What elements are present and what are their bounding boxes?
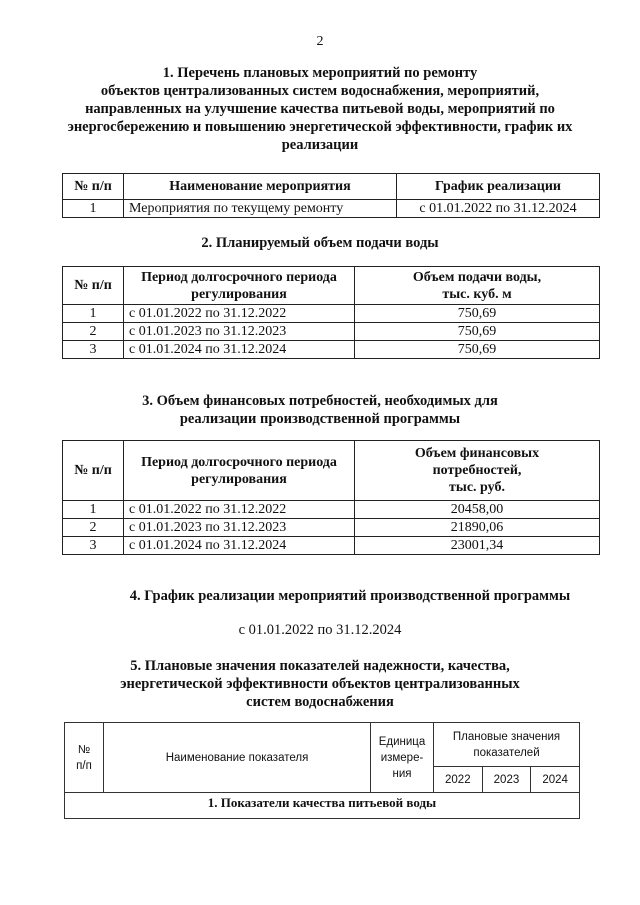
section4-title: 4. График реализации мероприятий производственной программы <box>129 588 571 604</box>
header-line: тыс. куб. м <box>442 286 512 302</box>
cell-num: 1 <box>63 501 124 519</box>
header-line: Плановые значения <box>452 730 561 743</box>
header-line: п/п <box>76 759 92 772</box>
col-header-year-2024: 2024 <box>531 767 580 793</box>
table-row <box>63 341 600 359</box>
section5-title-line: 5. Плановые значения показателей надежности, качества, <box>130 658 510 674</box>
subsection-title: 1. Показатели качества питьевой воды <box>65 793 580 819</box>
header-line: тыс. руб. <box>449 480 505 495</box>
cell-num: 2 <box>63 519 124 537</box>
section5-table <box>64 722 580 819</box>
page-number: 2 <box>316 34 324 49</box>
cell-volume: 750,69 <box>355 341 600 359</box>
col-header-name: Наименование мероприятия <box>124 174 397 200</box>
section2-title: 2. Планируемый объем подачи воды <box>201 235 439 251</box>
cell-finance: 23001,34 <box>355 537 600 555</box>
header-line: № <box>77 743 91 756</box>
section1-title <box>40 64 600 154</box>
col-header-planned <box>434 723 580 767</box>
section1-title-line: реализации <box>281 137 359 153</box>
table-row <box>63 519 600 537</box>
section1-title-line: 1. Перечень плановых мероприятий по ремонту <box>162 65 478 81</box>
header-line: регулирования <box>191 286 287 302</box>
cell-volume: 750,69 <box>355 305 600 323</box>
header-line: регулирования <box>191 471 287 487</box>
cell-volume: 750,69 <box>355 323 600 341</box>
col-header-num: № п/п <box>63 174 124 200</box>
section1-table <box>62 173 600 218</box>
col-header-num: № п/п <box>63 267 124 305</box>
col-header-indicator: Наименование показателя <box>104 723 371 793</box>
cell-period: с 01.01.2022 по 31.12.2022 <box>124 501 355 519</box>
col-header-year-2022: 2022 <box>434 767 483 793</box>
cell-num: 3 <box>63 537 124 555</box>
table-row <box>63 323 600 341</box>
table-row <box>63 305 600 323</box>
header-line: Единица <box>378 735 426 748</box>
cell-schedule: с 01.01.2022 по 31.12.2024 <box>397 200 600 218</box>
col-header-period <box>124 267 355 305</box>
cell-num: 3 <box>63 341 124 359</box>
section1-title-line: энергосбережению и повышению энергетической эффективности, график их <box>67 119 573 135</box>
header-line: Объем финансовых <box>414 446 540 461</box>
header-line: ния <box>392 767 412 780</box>
section1-title-line: объектов централизованных систем водоснабжения, мероприятий, <box>100 83 540 99</box>
cell-period: с 01.01.2024 по 31.12.2024 <box>124 341 355 359</box>
table-row <box>63 200 600 218</box>
col-header-schedule: График реализации <box>397 174 600 200</box>
header-line: Объем подачи воды, <box>412 269 542 285</box>
cell-finance: 20458,00 <box>355 501 600 519</box>
cell-finance: 21890,06 <box>355 519 600 537</box>
section5-title-line: энергетической эффективности объектов централизованных <box>120 676 520 692</box>
cell-name: Мероприятия по текущему ремонту <box>124 200 397 218</box>
table-row <box>63 501 600 519</box>
col-header-finance <box>355 441 600 501</box>
col-header-num: № п/п <box>63 441 124 501</box>
header-line: измере- <box>380 751 424 764</box>
header-line: показателей <box>473 746 540 759</box>
section4-period: с 01.01.2022 по 31.12.2024 <box>238 622 402 638</box>
col-header-unit <box>371 723 434 793</box>
col-header-num <box>65 723 104 793</box>
section5-title-line: систем водоснабжения <box>246 694 394 710</box>
cell-num: 1 <box>63 305 124 323</box>
col-header-period <box>124 441 355 501</box>
section2-table <box>62 266 600 359</box>
cell-period: с 01.01.2023 по 31.12.2023 <box>124 323 355 341</box>
section3-title-line: реализации производственной программы <box>179 411 461 427</box>
cell-period: с 01.01.2022 по 31.12.2022 <box>124 305 355 323</box>
section1-title-line: направленных на улучшение качества питьевой воды, мероприятий по <box>85 101 555 117</box>
section3-table <box>62 440 600 555</box>
header-line: Период долгосрочного периода <box>141 269 337 285</box>
cell-num: 2 <box>63 323 124 341</box>
col-header-volume <box>355 267 600 305</box>
cell-period: с 01.01.2023 по 31.12.2023 <box>124 519 355 537</box>
header-line: Период долгосрочного периода <box>141 454 337 470</box>
cell-num: 1 <box>63 200 124 218</box>
header-line: потребностей, <box>432 463 522 478</box>
cell-period: с 01.01.2024 по 31.12.2024 <box>124 537 355 555</box>
col-header-year-2023: 2023 <box>482 767 531 793</box>
section3-title <box>40 392 600 428</box>
table-row <box>63 537 600 555</box>
section5-title <box>40 657 600 711</box>
section3-title-line: 3. Объем финансовых потребностей, необходимых для <box>142 393 498 409</box>
